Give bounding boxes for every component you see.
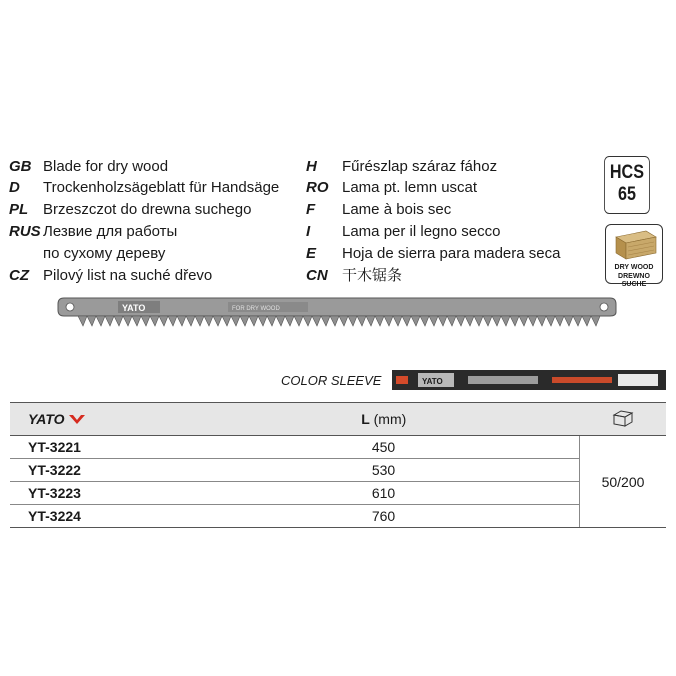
model-cell: YT-3222 — [10, 459, 188, 482]
color-sleeve-label: COLOR SLEEVE — [281, 373, 382, 388]
table-row — [10, 459, 666, 482]
lang-code: GB — [9, 158, 32, 175]
dry-wood-badge — [605, 224, 663, 288]
lang-text: Fűrészlap száraz fához — [342, 158, 498, 175]
hcs-grade: 65 — [617, 184, 636, 205]
yato-logo-mark — [68, 413, 86, 425]
table-header-row — [10, 403, 666, 436]
blade-brand: YATO — [122, 303, 146, 313]
packaging-cell: 50/200 — [580, 436, 667, 528]
lang-code: RO — [306, 179, 329, 196]
saw-blade-image — [58, 292, 618, 342]
box-icon — [612, 408, 634, 428]
length-cell: 610 — [188, 482, 580, 505]
lang-text: Pilový list na suché dřevo — [43, 267, 213, 284]
lang-text: Lame à bois sec — [342, 201, 452, 218]
lang-code: D — [9, 179, 20, 196]
color-sleeve-image — [392, 370, 666, 390]
table-row — [10, 505, 666, 528]
hcs-label: HCS — [609, 162, 645, 183]
lang-text: Trockenholzsägeblatt für Handsäge — [43, 179, 280, 196]
lang-text: Hoja de sierra para madera seca — [342, 245, 561, 262]
lang-text: Brzeszczot do drewna suchego — [43, 201, 252, 218]
lang-text: Blade for dry wood — [43, 158, 169, 175]
table-row — [10, 436, 666, 459]
model-cell: YT-3221 — [10, 436, 188, 459]
table-header-length — [188, 403, 580, 436]
table-header-pack — [580, 403, 667, 436]
lang-code: F — [306, 201, 316, 218]
lang-text: 干木锯条 — [342, 267, 403, 284]
lang-text: Лезвие для работы — [43, 223, 178, 240]
spec-table — [10, 402, 666, 528]
length-unit: (mm) — [373, 411, 407, 427]
lang-code: CZ — [9, 267, 29, 284]
lang-text: по сухому дереву — [43, 245, 166, 262]
lang-code: CN — [306, 267, 328, 284]
length-cell: 450 — [188, 436, 580, 459]
model-cell: YT-3223 — [10, 482, 188, 505]
dry-wood-label: DRY WOOD — [614, 264, 654, 271]
sleeve-brand: YATO — [422, 377, 443, 386]
lang-text: Lama per il legno secco — [342, 223, 501, 240]
length-cell: 530 — [188, 459, 580, 482]
lang-code: E — [306, 245, 317, 262]
blade-print: FOR DRY WOOD — [232, 306, 280, 312]
yato-logo — [28, 411, 86, 427]
wood-plank-icon — [606, 225, 664, 265]
language-list-left — [9, 156, 309, 286]
language-list-right — [306, 156, 596, 286]
lang-code: H — [306, 158, 317, 175]
lang-code: RUS — [9, 223, 41, 240]
lang-code: PL — [9, 201, 29, 218]
yato-logo-text: YATO — [28, 411, 65, 427]
lang-text: Lama pt. lemn uscat — [342, 179, 478, 196]
lang-code: I — [306, 223, 311, 240]
dry-wood-label-pl: DREWNO SUCHE — [618, 273, 650, 288]
length-symbol: L — [361, 411, 370, 427]
table-header-brand — [10, 403, 188, 436]
length-cell: 760 — [188, 505, 580, 528]
hcs-material-badge — [604, 156, 650, 214]
table-row — [10, 482, 666, 505]
model-cell: YT-3224 — [10, 505, 188, 528]
